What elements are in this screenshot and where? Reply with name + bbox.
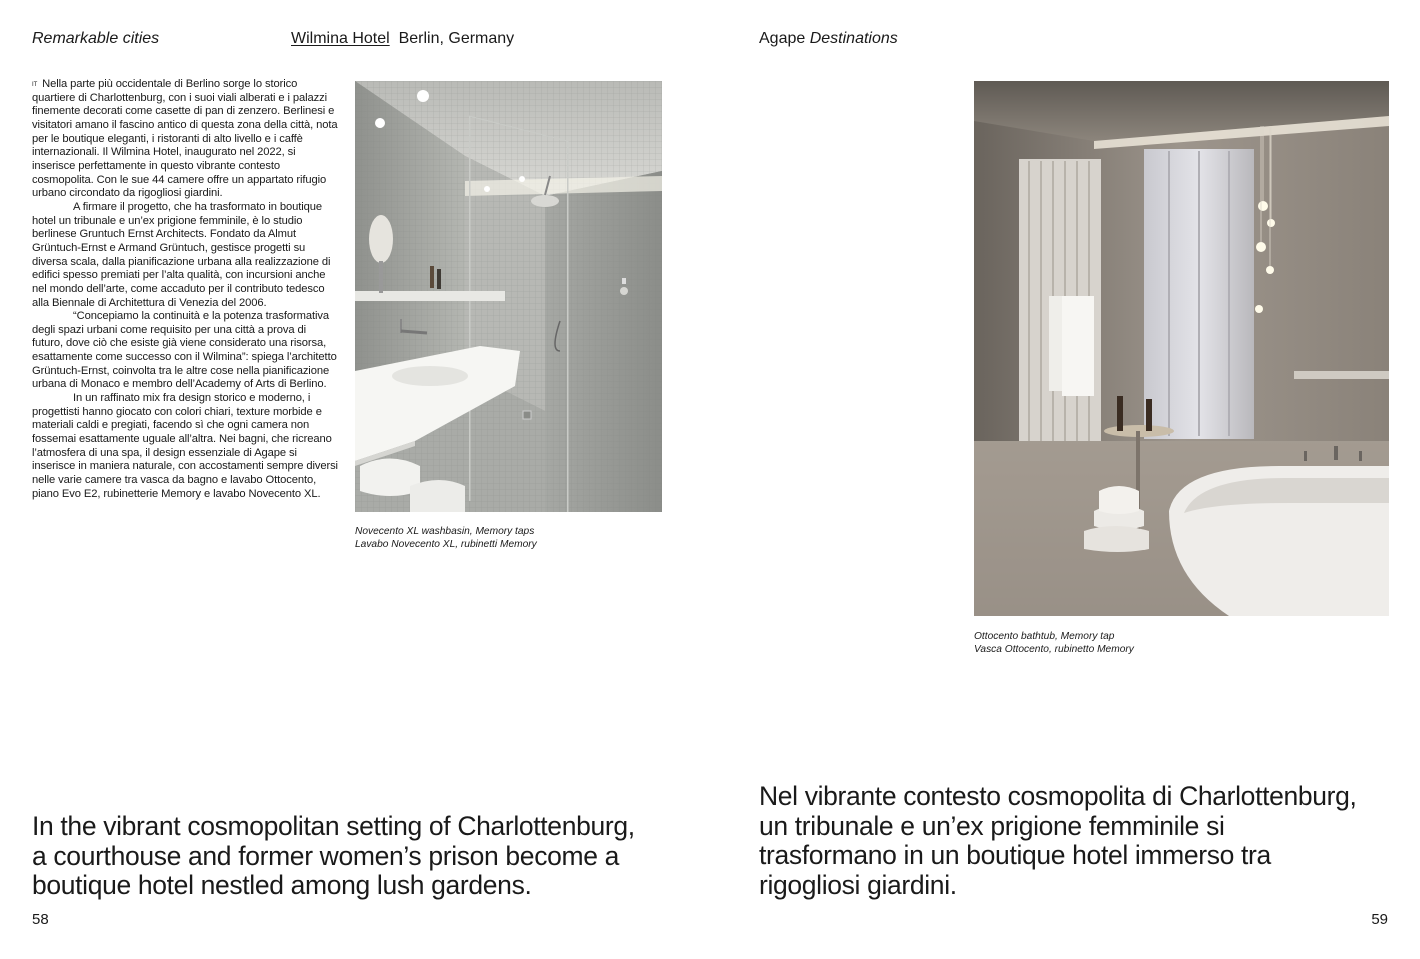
caption-en: Ottocento bathtub, Memory tap <box>974 631 1115 642</box>
pull-quote-italian <box>759 782 1357 900</box>
article-body <box>32 78 338 501</box>
quote-line: Nel vibrante contesto cosmopolita di Charlottenburg, <box>759 781 1357 811</box>
quote-line: trasformano in un boutique hotel immerso tra <box>759 840 1271 870</box>
hotel-header <box>291 30 514 48</box>
quote-line: boutique hotel nestled among lush gardens. <box>32 870 532 900</box>
article-paragraph: “Concepiamo la continuità e la potenza trasformativa degli spazi urbani come requisito per una città a prova di futuro, dove ciò che esiste già viene considerato una risorsa, esattamente come successo con il Wilmina”: spiega l’architetto Grüntuch-Ernst, coinvolta tra le altre cose nella pianificazione urbana di Monaco e membro dell’Academy of Arts di Berlino. <box>32 310 337 391</box>
brand-header <box>759 30 898 48</box>
brand-section: Destinations <box>809 30 898 47</box>
article-paragraph: In un raffinato mix fra design storico e moderno, i progettisti hanno giocato con colori chiari, texture morbide e materiali caldi e pregiati, facendo sì che ogni camera non fossemai esattamente uguale all’altra. Nei bagni, che ricreano l’atmosfera di una spa, il design essenziale di Agape si inserisce in maniera naturale, con accostamenti sempre diversi nelle varie camere tra vasca da bagno e lavabo Ottocento, piano Evo E2, rubinetterie Memory e lavabo Novecento XL. <box>32 392 338 500</box>
quote-line: a courthouse and former women’s prison become a <box>32 840 619 871</box>
quote-line: un tribunale e un’ex prigione femminile si <box>759 810 1225 841</box>
language-tag: IT <box>32 82 38 88</box>
washbasin-photo <box>355 81 662 512</box>
brand-name: Agape <box>759 30 806 47</box>
pull-quote-english <box>32 812 635 901</box>
page-number-left: 58 <box>32 911 49 928</box>
caption-en: Novecento XL washbasin, Memory taps <box>355 526 535 537</box>
caption-it: Lavabo Novecento XL, rubinetti Memory <box>355 539 537 550</box>
hotel-name-link[interactable]: Wilmina Hotel <box>291 30 390 47</box>
article-paragraph: A firmare il progetto, che ha trasformato in boutique hotel un tribunale e un’ex prigione femminile, è lo studio berlinese Gruntuch Ernst Architects. Fondato da Almut Grüntuch-Ernst e Armand Grüntuch, gestisce progetti su diversa scala, dalla pianificazione urbana alla realizzazione di edifici spesso premiati per l’alta qualità, con incursioni anche nel mondo dell’arte, come accaduto per il contributo tedesco alla Biennale di Architettura di Venezia del 2006. <box>32 200 331 309</box>
article-paragraph: $^{IT}$ Nella parte più occidentale di Berlino sorge lo storico quartiere di Charlottenburg, con i suoi viali alberati e i palazzi finemente decorati come casette di pan di zenzero. Berlinesi e visitatori amano il fascino antico di questa zona della città, nota per le boutique eleganti, i ristoranti di alto livello e i caffè internazionali. Il Wilmina Hotel, inaugurato nel 2022, si inserisce perfettamente in questo vibrante contesto cosmopolita. Con le sue 44 camere offre un appartato rifugio urbano circondato da rigogliosi giardini. <box>32 78 338 200</box>
bathtub-photo <box>974 81 1389 616</box>
page-number-right: 59 <box>1371 911 1388 928</box>
caption-it: Vasca Ottocento, rubinetto Memory <box>974 644 1134 655</box>
washbasin-caption <box>355 525 537 551</box>
hotel-location: Berlin, Germany <box>398 30 515 47</box>
quote-line: rigogliosi giardini. <box>759 869 957 900</box>
quote-line: In the vibrant cosmopolitan setting of Charlottenburg, <box>32 811 635 841</box>
section-title: Remarkable cities <box>32 30 160 47</box>
bathtub-caption <box>974 630 1134 656</box>
